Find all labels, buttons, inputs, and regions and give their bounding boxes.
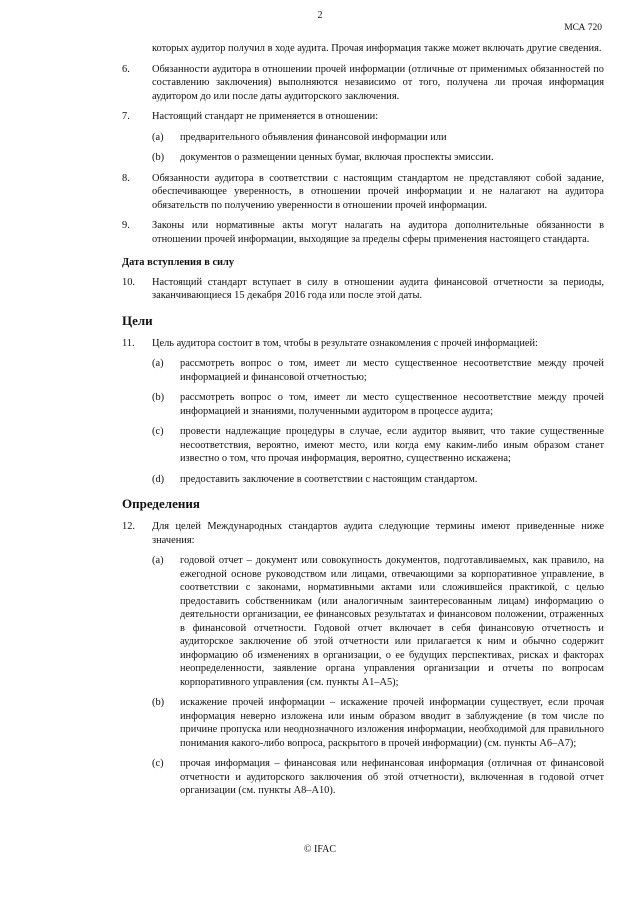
list-item [122, 554, 604, 689]
paragraph-number: 8. [122, 172, 130, 184]
item-letter: (c) [152, 758, 164, 770]
paragraph-8 [122, 172, 604, 213]
list-item [122, 473, 604, 487]
document-body [122, 42, 604, 805]
section-heading-objectives: Цели [122, 312, 153, 328]
item-letter: (a) [152, 358, 164, 370]
paragraph-number: 11. [122, 337, 135, 349]
paragraph-6 [122, 63, 604, 104]
item-letter: (b) [152, 392, 165, 404]
item-letter: (c) [152, 426, 164, 438]
list-item [122, 357, 604, 384]
list-item [122, 425, 604, 466]
section-heading-definitions: Определения [122, 496, 200, 512]
list-item [122, 131, 604, 145]
paragraph-10 [122, 276, 604, 303]
item-text: прочая информация – финансовая или нефинансовая информация (отличная от финансовой отчетности и аудиторского заключения об этой отчетности), включенная в годовой отчет организации (см. пункты А8–А10). [180, 758, 604, 797]
item-text: рассмотреть вопрос о том, имеет ли место существенное несоответствие между прочей информацией и финансовой отчетностью; [180, 358, 604, 383]
item-text: предварительного объявления финансовой информации или [180, 131, 447, 143]
list-item [122, 757, 604, 798]
section-heading-effective-date: Дата вступления в силу [122, 257, 235, 269]
list-item [122, 151, 604, 165]
page-number: 2 [317, 10, 323, 21]
paragraph-text: Цель аудитора состоит в том, чтобы в результате ознакомления с прочей информацией: [152, 337, 538, 349]
paragraph-7 [122, 110, 604, 124]
paragraph-12 [122, 520, 604, 547]
item-text: предоставить заключение в соответствии с настоящим стандартом. [180, 473, 478, 485]
paragraph-text: Настоящий стандарт не применяется в отношении: [152, 111, 379, 123]
item-letter: (d) [152, 473, 165, 485]
paragraph-number: 7. [122, 111, 130, 123]
item-text: годовой отчет – документ или совокупность документов, подготавливаемых, как правило, на ежегодной основе руководством или лицами, отвечающими за корпоративное управление, в соответствии с законами, нормативными актами или сложившейся практикой, с целью предоставить собственникам (или аналогичным заинтересованным лицам) информацию о деятельности организации, ее финансовых результатах и финансовом положении, отраженных в финансовой отчетности. Годовой отчет включает в себя финансовую отчетность и аудиторское заключение об этой отчетности или прилагается к ним и обычно содержит информацию об изменениях в организации, о ее будущих перспективах, рисках и факторах неопределенности, заявление органа управления организации и отчеты по вопросам корпоративного управления (см. пункты А1–А5); [180, 555, 604, 688]
item-letter: (a) [152, 131, 164, 143]
item-text: рассмотреть вопрос о том, имеет ли место существенное несоответствие между прочей информацией и знаниями, полученными аудитором в процессе аудита; [180, 392, 604, 417]
item-letter: (b) [152, 697, 165, 709]
list-item [122, 391, 604, 418]
item-letter: (b) [152, 152, 165, 164]
list-item [122, 696, 604, 750]
paragraph-11 [122, 337, 604, 351]
paragraph-number: 12. [122, 521, 135, 533]
paragraph-9 [122, 219, 604, 246]
intro-continuation: которых аудитор получил в ходе аудита. Прочая информация также может включать другие сведения. [152, 43, 602, 54]
paragraph-number: 6. [122, 63, 130, 75]
item-text: провести надлежащие процедуры в случае, если аудитор выявит, что такие существенные несоответствия, вероятно, имеют место, или когда ему каким-либо иным образом станет известно о том, что прочая информация, вероятно, существенно искажена; [180, 426, 604, 465]
paragraph-number: 9. [122, 220, 130, 232]
paragraph-text: Обязанности аудитора в соответствии с настоящим стандартом не представляют собой задание, обеспечивающее уверенность, в отношении прочей информации и не налагают на аудитора обязательств по получению уверенности в отношении прочей информации. [152, 172, 604, 211]
item-letter: (a) [152, 555, 164, 567]
copyright-footer: © IFAC [303, 844, 337, 855]
paragraph-text: Законы или нормативные акты могут налагать на аудитора дополнительные обязанности в отношении прочей информации, выходящие за пределы сферы применения настоящего стандарта. [152, 220, 604, 245]
paragraph-number: 10. [122, 276, 135, 288]
item-text: искажение прочей информации – искажение прочей информации существует, если прочая информация неверно изложена или иным образом вводит в заблуждение (в том числе по причине пропуска или неоднозначного изложения информации, необходимой для правильного понимания какого-либо вопроса, раскрытого в прочей информации) (см. пункты А6–А7); [180, 697, 604, 749]
paragraph-text: Обязанности аудитора в отношении прочей информации (отличные от применимых обязанностей по составлению заключения) выполняются независимо от того, получена ли прочая информация аудитором до или после даты аудиторского заключения. [152, 63, 604, 102]
paragraph-text: Настоящий стандарт вступает в силу в отношении аудита финансовой отчетности за периоды, заканчивающиеся 15 декабря 2016 года или после этой даты. [152, 276, 604, 302]
item-text: документов о размещении ценных бумаг, включая проспекты эмиссии. [180, 152, 494, 164]
document-code: МСА 720 [564, 23, 602, 33]
paragraph-text: Для целей Международных стандартов аудита следующие термины имеют приведенные ниже значения: [152, 521, 604, 546]
